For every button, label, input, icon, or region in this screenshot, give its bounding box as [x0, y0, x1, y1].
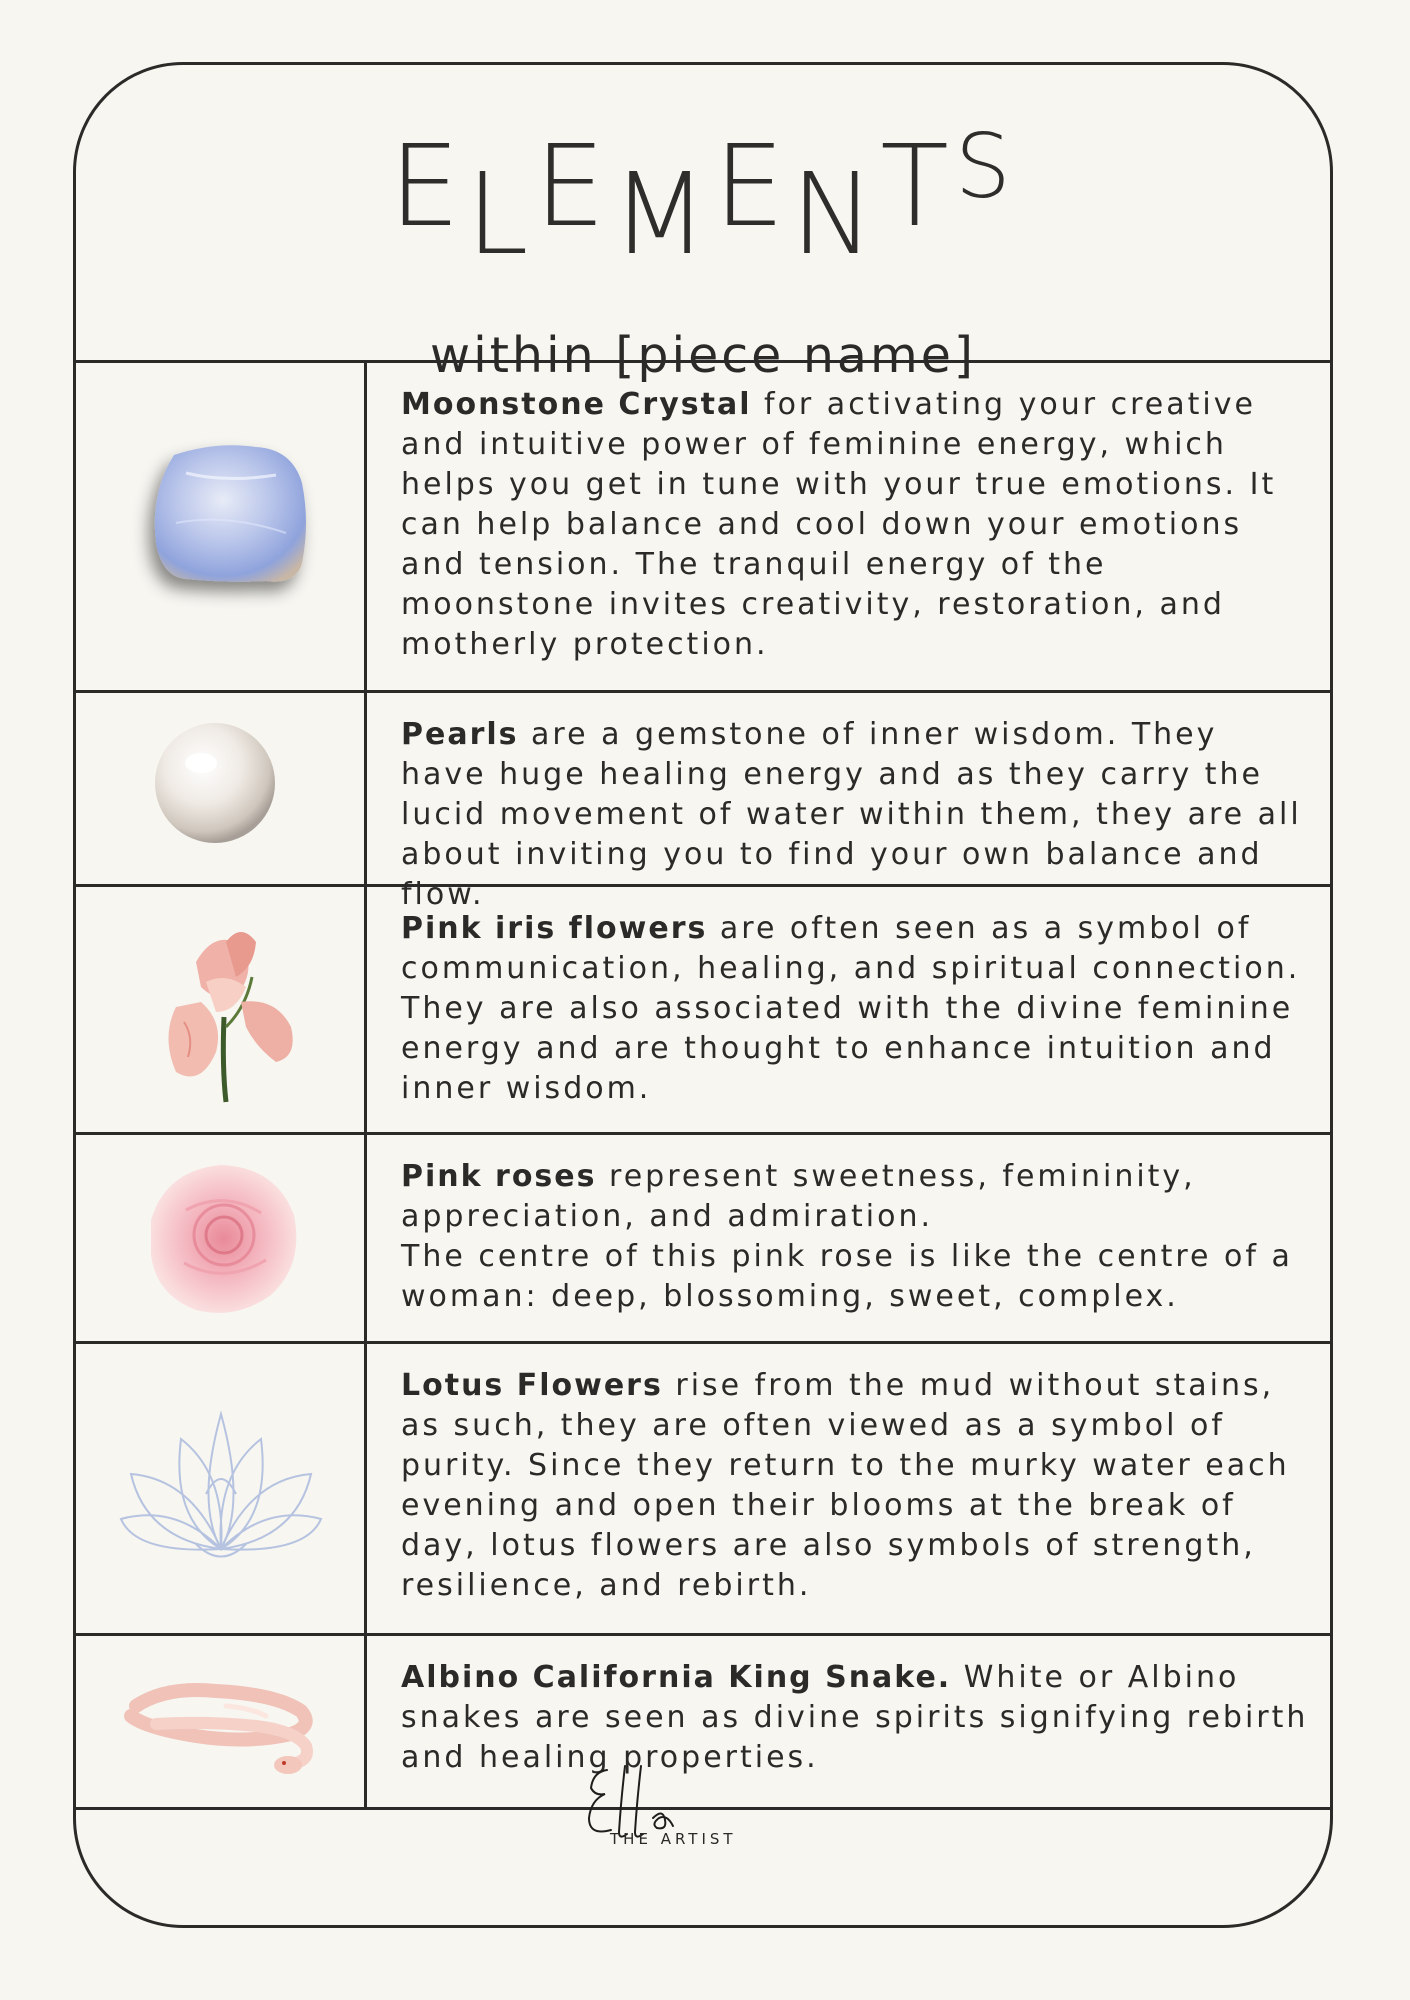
title-letter: T [880, 122, 955, 252]
element-name: Pink roses [401, 1159, 597, 1194]
element-name: Lotus Flowers [401, 1368, 663, 1403]
pink-iris-flower-icon [76, 887, 367, 1135]
element-text: The centre of this pink rose is like the centre of a woman: deep, blossoming, sweet, complex. [401, 1239, 1293, 1314]
element-text: are often seen as a symbol of communication, healing, and spiritual connection. They are also associated with the divine feminine energy and are thought to enhance intuition and inner wisdom. [401, 911, 1301, 1106]
lotus-flower-icon [76, 1344, 367, 1636]
element-text: for activating your creative and intuitive power of feminine energy, which helps you get in tune with your true emotions. It can help balance and cool down your emotions and tension. The tranquil energy of the moonstone invites creativity, restoration, and motherly protection. [401, 387, 1277, 662]
element-text: rise from the mud without stains, as such, they are often viewed as a symbol of purity. Since they return to the murky water each evening and open their blooms at the break of day, lotus flowers are also symbols of strength, resilience, and rebirth. [401, 1368, 1290, 1603]
element-image-cell [76, 1135, 367, 1341]
element-image-cell [76, 363, 367, 690]
element-text: are a gemstone of inner wisdom. They have huge healing energy and as they carry the lucid movement of water within them, they are all about inviting you to find your own balance and flow. [401, 717, 1302, 912]
title-letter: M [611, 150, 714, 280]
artist-tagline: THE ARTIST [610, 1830, 737, 1848]
element-description [401, 1658, 1311, 1778]
element-description [401, 1157, 1311, 1317]
page-title [76, 115, 1330, 280]
element-row-moonstone [76, 363, 1330, 693]
element-image-cell [76, 1636, 367, 1807]
albino-snake-icon [76, 1636, 367, 1810]
element-text: White or Albino snakes are seen as divine spirits signifying rebirth and healing properties. [401, 1660, 1309, 1775]
moonstone-crystal-icon [76, 363, 367, 693]
element-image-cell [76, 1344, 367, 1633]
elements-card [73, 62, 1333, 1928]
element-row-lotus [76, 1344, 1330, 1636]
element-text: represent sweetness, femininity, appreciation, and admiration. [401, 1159, 1196, 1234]
element-row-iris [76, 887, 1330, 1135]
element-name: Pink iris flowers [401, 911, 708, 946]
element-description [401, 909, 1311, 1109]
title-letter: N [790, 150, 881, 280]
element-row-roses [76, 1135, 1330, 1344]
elements-table [76, 360, 1330, 1775]
title-letter: E [713, 122, 791, 252]
title-letter: E [534, 122, 612, 252]
element-name: Pearls [401, 717, 519, 752]
element-description [401, 715, 1311, 915]
element-name: Albino California King Snake. [401, 1660, 952, 1695]
element-row-pearls [76, 693, 1330, 912]
element-image-cell [76, 887, 367, 1132]
pink-rose-icon [76, 1135, 367, 1344]
page-subtitle: within [piece name] [430, 327, 976, 384]
element-name: Moonstone Crystal [401, 387, 752, 422]
title-letter: S [954, 115, 1017, 218]
element-description [401, 385, 1311, 665]
pearl-icon [76, 693, 367, 887]
title-letter: E [389, 122, 467, 252]
element-description [401, 1366, 1311, 1606]
title-letter: L [466, 150, 535, 280]
element-image-cell [76, 693, 367, 884]
